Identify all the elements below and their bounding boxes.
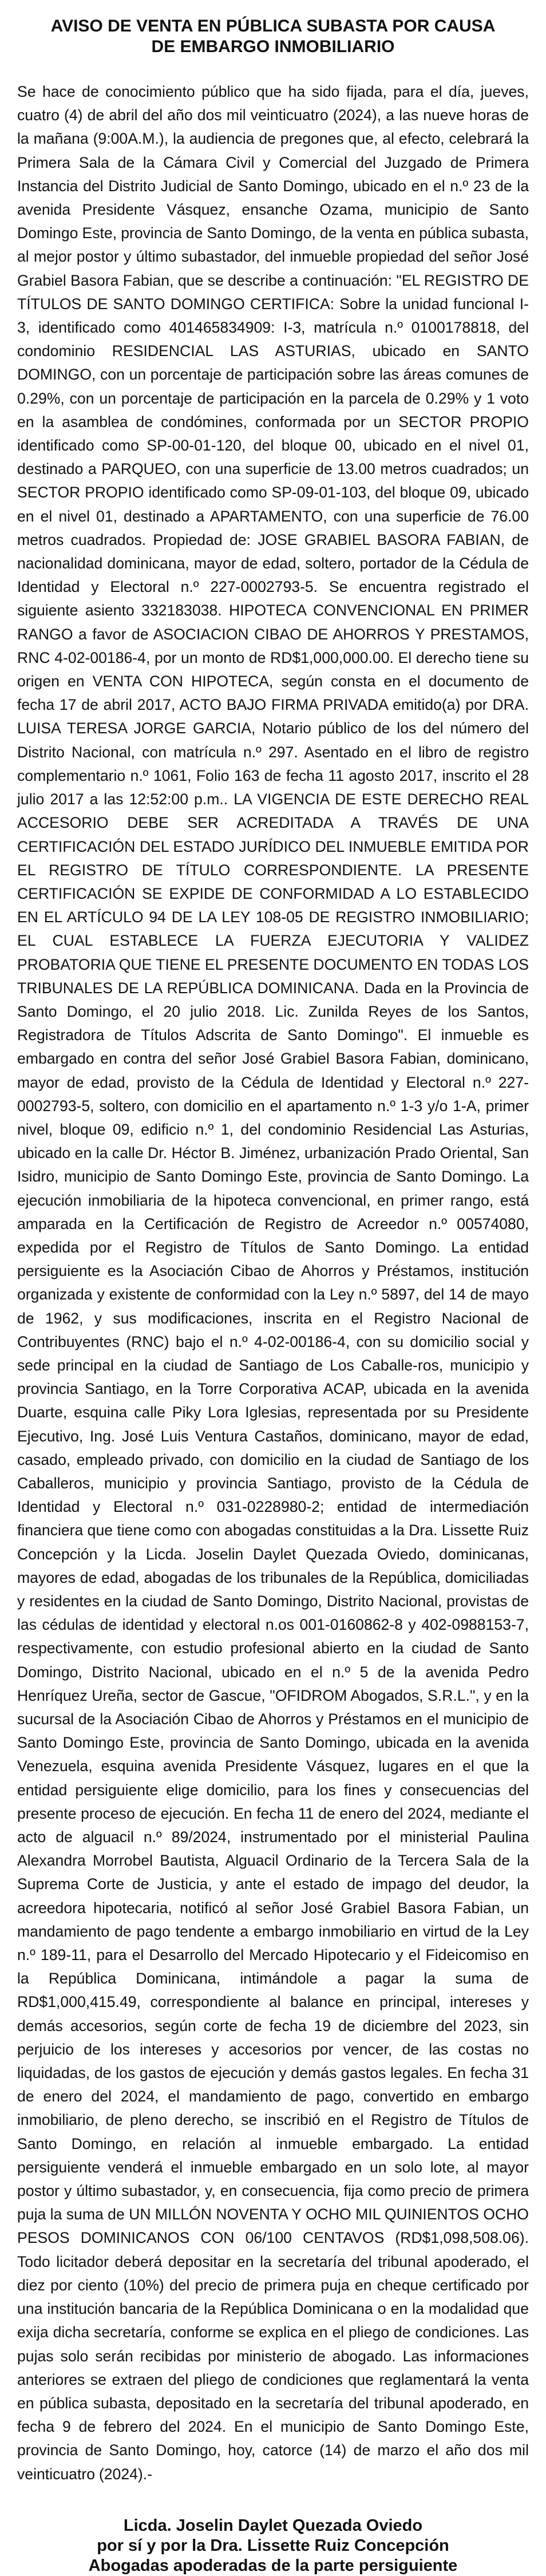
signature-block [17, 2516, 529, 2576]
signature-on-behalf: por sí y por la Dra. Lissette Ruiz Concepción [97, 2536, 449, 2555]
signature-role: Abogadas apoderadas de la parte persiguiente [88, 2556, 458, 2575]
signature-name: Licda. Joselin Daylet Quezada Oviedo [123, 2516, 423, 2535]
notice-title-line-1: AVISO DE VENTA EN PÚBLICA SUBASTA POR CAUSA [50, 17, 496, 35]
notice-title [17, 16, 529, 57]
notice-body: Se hace de conocimiento público que ha sido fijada, para el día, jueves, cuatro (4) de abril del año dos mil veinticuatro (2024), a las nueve horas de la mañana (9:00A.M.), la audiencia de pregones que, al efecto, celebrará la Primera Sala de la Cámara Civil y Comercial del Juzgado de Primera Instancia del Distrito Judicial de Santo Domingo, ubicado en el n.º 23 de la avenida Presidente Vásquez, ensanche Ozama, municipio de Santo Domingo Este, provincia de Santo Domingo, de la venta en pública subasta, al mejor postor y último subastador, del inmueble propiedad del señor José Grabiel Basora Fabian, que se describe a continuación: "EL REGISTRO DE TÍTULOS DE SANTO DOMINGO CERTIFICA: Sobre la unidad funcional I-3, identificado como 401465834909: I-3, matrícula n.º 0100178818, del condominio RESIDENCIAL LAS ASTURIAS, ubicado en SANTO DOMINGO, con un porcentaje de participación sobre las áreas comunes de 0.29%, con un porcentaje de participación en la parcela de 0.29% y 1 voto en la asamblea de condómines, conformada por un SECTOR PROPIO identificado como SP-00-01-120, del bloque 00, ubicado en el nivel 01, destinado a PARQUEO, con una superficie de 13.00 metros cuadrados; un SECTOR PROPIO identificado como SP-09-01-103, del bloque 09, ubicado en el nivel 01, destinado a APARTAMENTO, con una superficie de 76.00 metros cuadrados. Propiedad de: JOSE GRABIEL BASORA FABIAN, de nacionalidad dominicana, mayor de edad, soltero, portador de la Cédula de Identidad y Electoral n.º 227-0002793-5. Se encuentra registrado el siguiente asiento 332183038. HIPOTECA CONVENCIONAL EN PRIMER RANGO a favor de ASOCIACION CIBAO DE AHORROS Y PRESTAMOS, RNC 4-02-00186-4, por un monto de RD$1,000,000.00. El derecho tiene su origen en VENTA CON HIPOTECA, según consta en el documento de fecha 17 de abril 2017, ACTO BAJO FIRMA PRIVADA emitido(a) por DRA. LUISA TERESA JORGE GARCIA, Notario público de los del número del Distrito Nacional, con matrícula n.º 297. Asentado en el libro de registro complementario n.º 1061, Folio 163 de fecha 11 agosto 2017, inscrito el 28 julio 2017 a las 12:52:00 p.m.. LA VIGENCIA DE ESTE DERECHO REAL ACCESORIO DEBE SER ACREDITADA A TRAVÉS DE UNA CERTIFICACIÓN DEL ESTADO JURÍDICO DEL INMUEBLE EMITIDA POR EL REGISTRO DE TÍTULO CORRESPONDIENTE. LA PRESENTE CERTIFICACIÓN SE EXPIDE DE CONFORMIDAD A LO ESTABLECIDO EN EL ARTÍCULO 94 DE LA LEY 108-05 DE REGISTRO INMOBILIARIO; EL CUAL ESTABLECE LA FUERZA EJECUTORIA Y VALIDEZ PROBATORIA QUE TIENE EL PRESENTE DOCUMENTO EN TODAS LOS TRIBUNALES DE LA REPÚBLICA DOMINICANA. Dada en la Provincia de Santo Domingo, el 20 julio 2018. Lic. Zunilda Reyes de los Santos, Registradora de Títulos Adscrita de Santo Domingo". El inmueble es embargado en contra del señor José Grabiel Basora Fabian, dominicano, mayor de edad, provisto de la Cédula de Identidad y Electoral n.º 227-0002793-5, soltero, con domicilio en el apartamento n.º 1-3 y/o 1-A, primer nivel, bloque 09, edificio n.º 1, del condominio Residencial Las Asturias, ubicado en la calle Dr. Héctor B. Jiménez, urbanización Prado Oriental, San Isidro, municipio de Santo Domingo Este, provincia de Santo Domingo. La ejecución inmobiliaria de la hipoteca convencional, en primer rango, está amparada en la Certificación de Registro de Acreedor n.º 00574080, expedida por el Registro de Títulos de Santo Domingo. La entidad persiguiente es la Asociación Cibao de Ahorros y Préstamos, institución organizada y existente de conformidad con la Ley n.º 5897, del 14 de mayo de 1962, y sus modificaciones, inscrita en el Registro Nacional de Contribuyentes (RNC) bajo el n.º 4-02-00186-4, con su domicilio social y sede principal en la ciudad de Santiago de Los Caballe-ros, municipio y provincia Santiago, en la Torre Corporativa ACAP, ubicada en la avenida Duarte, esquina calle Piky Lora Iglesias, representada por su Presidente Ejecutivo, Ing. José Luis Ventura Castaños, dominicano, mayor de edad, casado, empleado privado, con domicilio en la ciudad de Santiago de los Caballeros, municipio y provincia Santiago, provisto de la Cédula de Identidad y Electoral n.º 031-0228980-2; entidad de intermediación financiera que tiene como con abogadas constituidas a la Dra. Lissette Ruiz Concepción y la Licda. Joselin Daylet Quezada Oviedo, dominicanas, mayores de edad, abogadas de los tribunales de la República, domiciliadas y residentes en la ciudad de Santo Domingo, Distrito Nacional, provistas de las cédulas de identidad y electoral n.os 001-0160862-8 y 402-0988153-7, respectivamente, con estudio profesional abierto en la ciudad de Santo Domingo, Distrito Nacional, ubicado en el n.º 5 de la avenida Pedro Henríquez Ureña, sector de Gascue, "OFIDROM Abogados, S.R.L.", y en la sucursal de la Asociación Cibao de Ahorros y Préstamos en el municipio de Santo Domingo Este, provincia de Santo Domingo, ubicada en la avenida Venezuela, esquina avenida Presidente Vásquez, lugares en el que la entidad persiguiente elige domicilio, para los fines y consecuencias del presente proceso de ejecución. En fecha 11 de enero del 2024, mediante el acto de alguacil n.º 89/2024, instrumentado por el ministerial Paulina Alexandra Morrobel Bautista, Alguacil Ordinario de la Tercera Sala de la Suprema Corte de Justicia, y ante el estado de impago del deudor, la acreedora hipotecaria, notificó al señor José Grabiel Basora Fabian, un mandamiento de pago tendente a embargo inmobiliario en virtud de la Ley n.º 189-11, para el Desarrollo del Mercado Hipotecario y el Fideicomiso en la República Dominicana, intimándole a pagar la suma de RD$1,000,415.49, correspondiente al balance en principal, intereses y demás accesorios, según corte de fecha 19 de diciembre del 2023, sin perjuicio de los intereses y accesorios por vencer, de las costas no liquidadas, de los gastos de ejecución y demás gastos legales. En fecha 31 de enero del 2024, el mandamiento de pago, convertido en embargo inmobiliario, de pleno derecho, se inscribió en el Registro de Títulos de Santo Domingo, en relación al inmueble embargado. La entidad persiguiente venderá el inmueble embargado en un solo lote, al mayor postor y último subastador, y, en consecuencia, fija como precio de primera puja la suma de UN MILLÓN NOVENTA Y OCHO MIL QUINIENTOS OCHO PESOS DOMINICANOS CON 06/100 CENTAVOS (RD$1,098,508.06). Todo licitador deberá depositar en la secretaría del tribunal apoderado, el diez por ciento (10%) del precio de primera puja en cheque certificado por una institución bancaria de la República Dominicana o en la modalidad que exija dicha secretaría, conforme se explica en el pliego de condiciones. Las pujas solo serán recibidas por ministerio de abogado. Las informaciones anteriores se extraen del pliego de condiciones que reglamentará la venta en pública subasta, depositado en la secretaría del tribunal apoderado, en fecha 9 de febrero del 2024. En el municipio de Santo Domingo Este, provincia de Santo Domingo, hoy, catorce (14) de marzo el año dos mil veinticuatro (2024).- [17, 83, 529, 2483]
notice-title-line-2: DE EMBARGO INMOBILIARIO [151, 37, 395, 56]
